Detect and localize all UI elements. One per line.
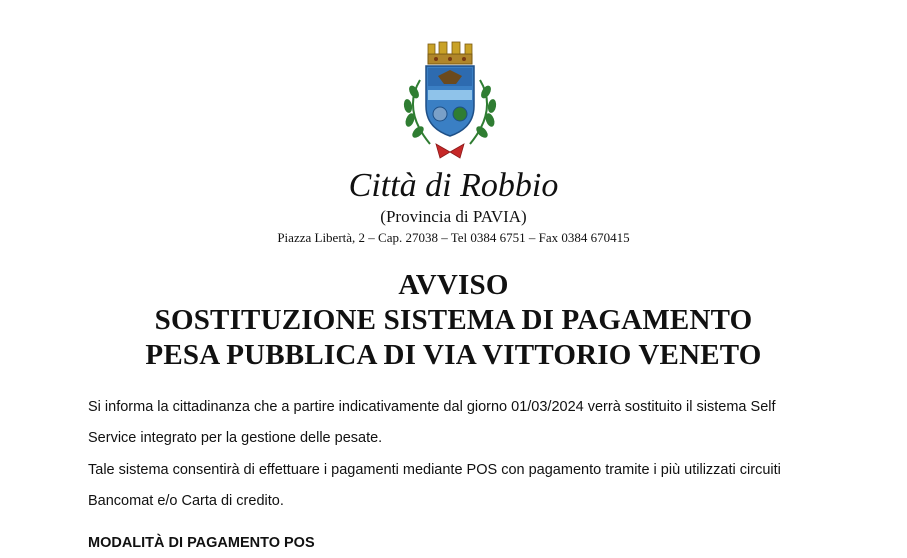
address-line: Piazza Libertà, 2 – Cap. 27038 – Tel 0384 6751 – Fax 0384 670415: [277, 230, 630, 245]
shield-icon: [426, 66, 474, 136]
crown-icon: [428, 42, 472, 64]
ribbon-icon: [436, 144, 464, 158]
notice-subtitle-2: PESA PUBBLICA DI VIA VITTORIO VENETO: [145, 339, 762, 371]
province-label: (Provincia di PAVIA): [380, 207, 527, 226]
notice-title: AVVISO: [398, 269, 509, 301]
body-line: Tale sistema consentirà di effettuare i pagamenti mediante POS con pagamento tramite i più utilizzati circuiti: [88, 462, 781, 478]
city-name: Città di Robbio: [348, 167, 559, 204]
body-line: Service integrato per la gestione delle pesate.: [88, 430, 383, 446]
body-line: Si informa la cittadinanza che a partire indicativamente dal giorno 01/03/2024 verrà sostituito il sistema Self: [88, 399, 776, 415]
coat-of-arms-icon: [390, 40, 510, 165]
body-line: Bancomat e/o Carta di credito.: [88, 493, 284, 509]
notice-subtitle-1: SOSTITUZIONE SISTEMA DI PAGAMENTO: [154, 304, 753, 336]
section-title: MODALITÀ DI PAGAMENTO POS: [88, 535, 315, 551]
